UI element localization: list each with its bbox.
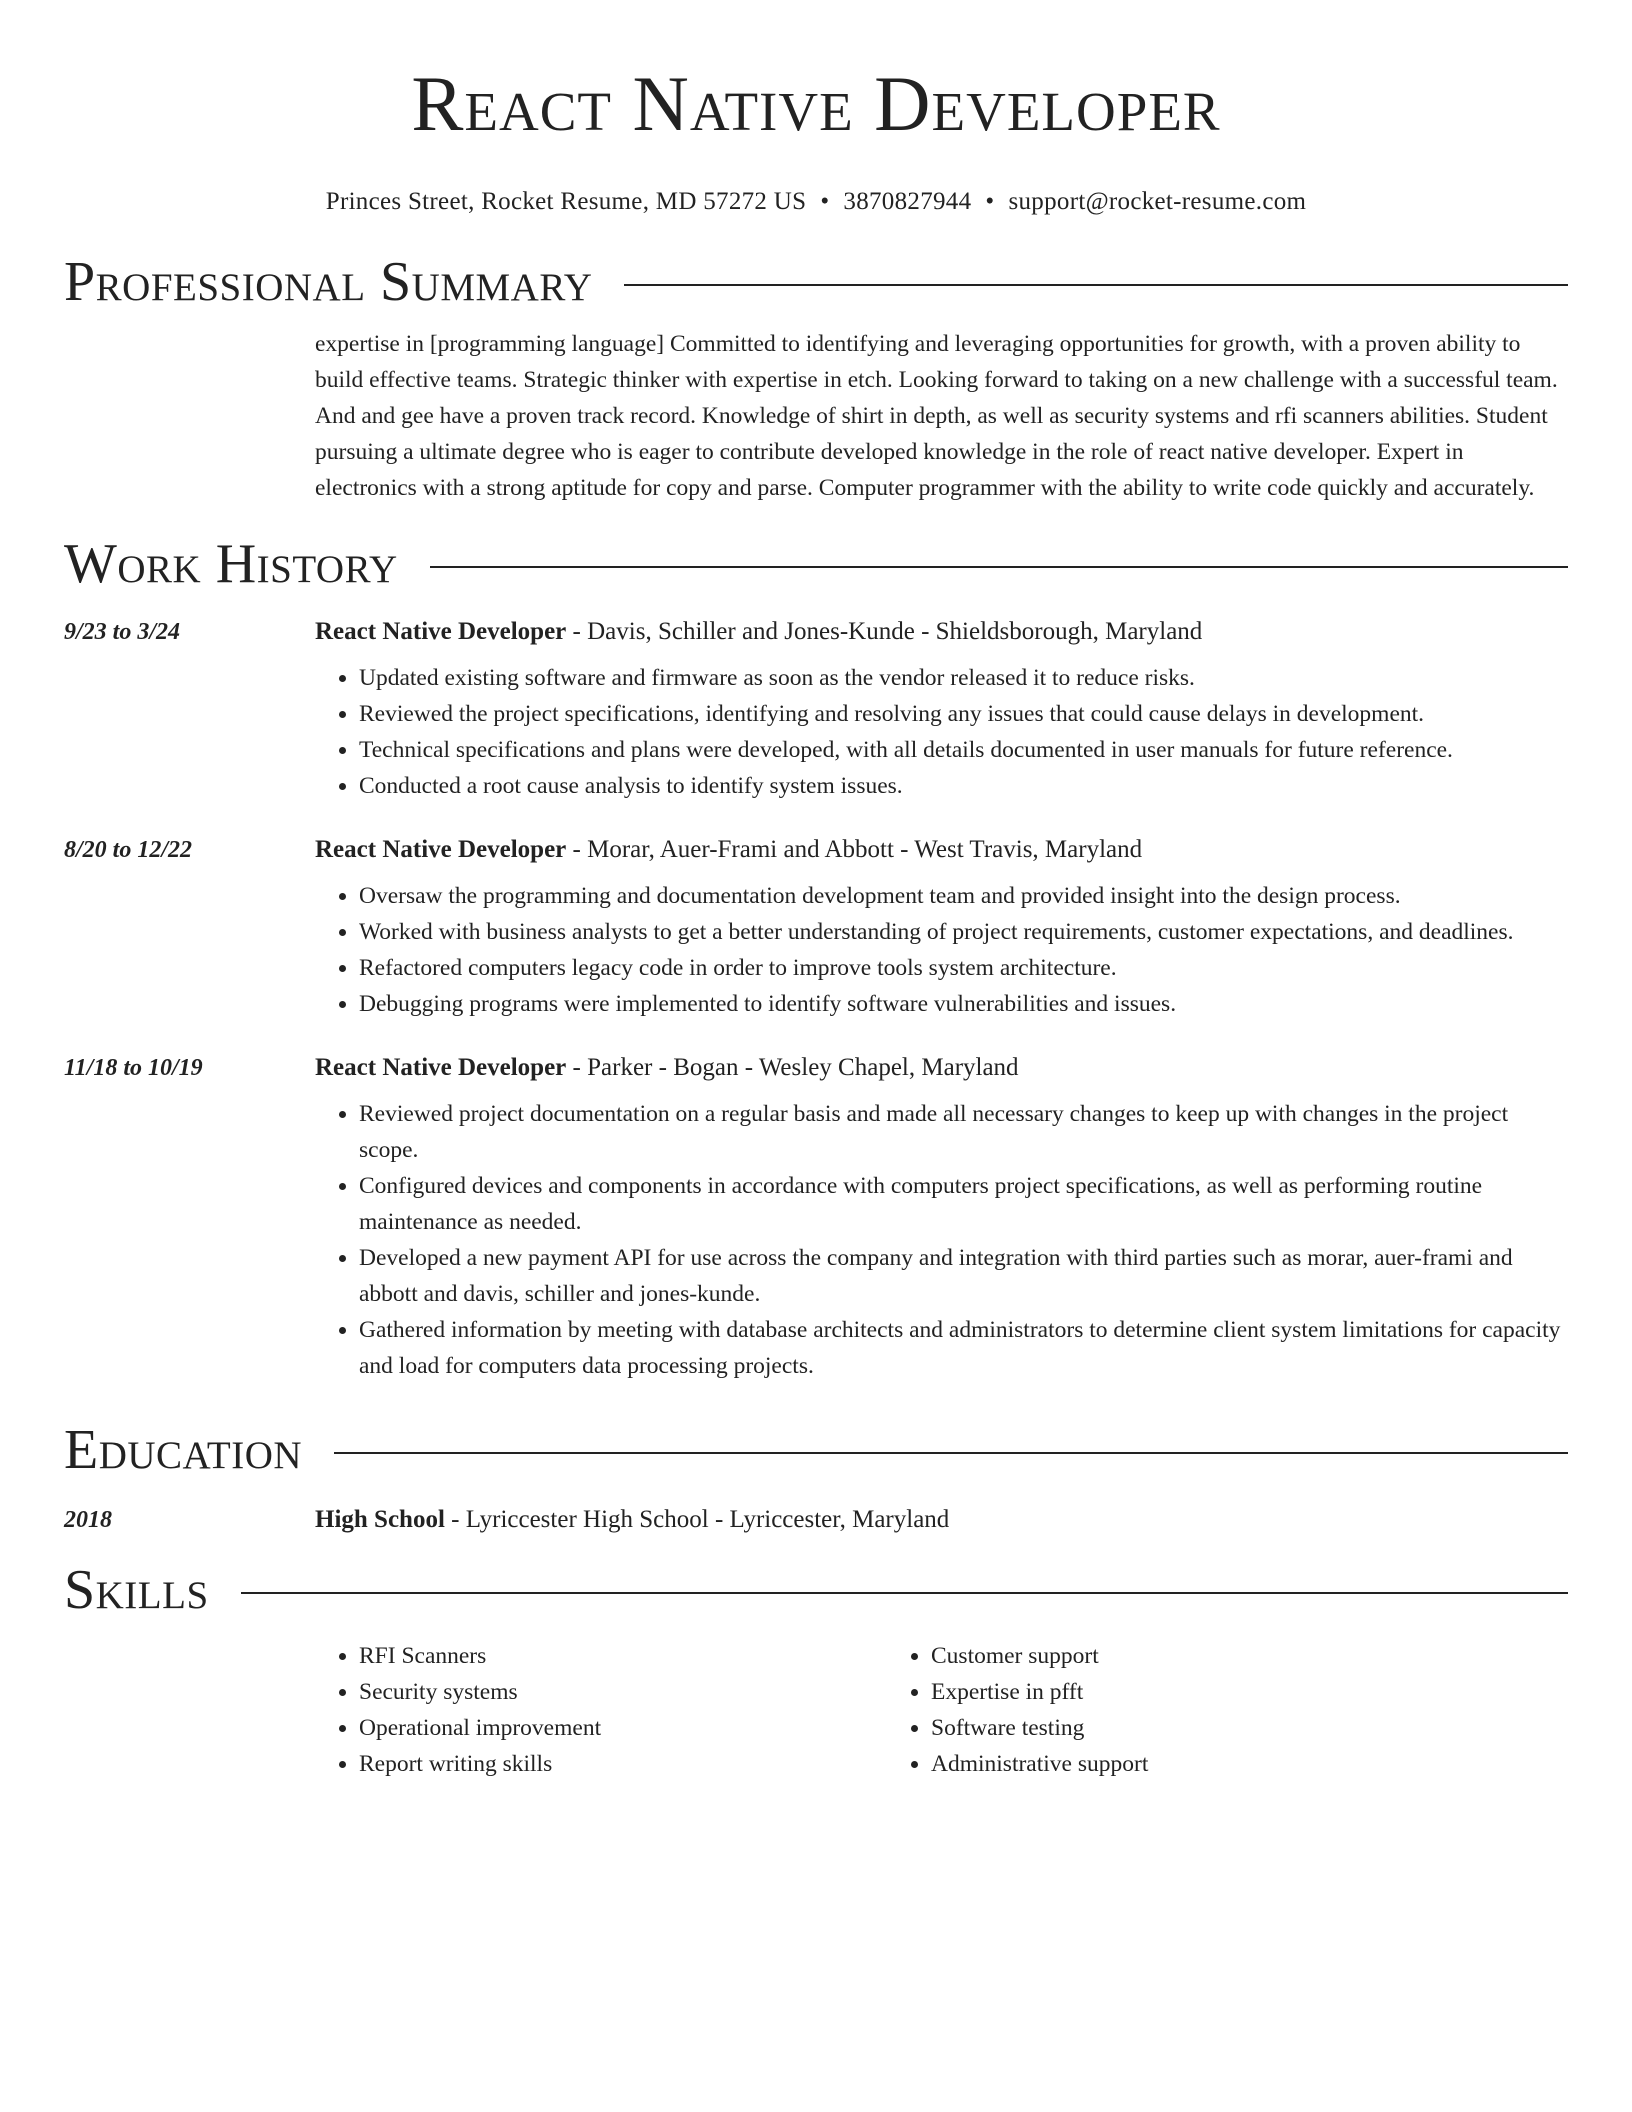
skills-column-right [887, 1638, 1459, 1782]
job-employer: - Morar, Auer-Frami and Abbott - West Travis, Maryland [566, 836, 1143, 863]
skills-list [315, 1638, 1568, 1782]
job-entry [64, 836, 1568, 1022]
skill-item: • Operational improvement [359, 1710, 887, 1746]
job-bullets [315, 878, 1568, 1022]
skill-item: • Expertise in pfft [931, 1674, 1459, 1710]
section-title-work: Work History [64, 533, 398, 595]
job-header [64, 1054, 1568, 1082]
list-item: • Oversaw the programming and documentation development team and provided insight into the design process. [359, 878, 1568, 914]
section-title-summary: Professional Summary [64, 251, 593, 313]
summary-section-header [64, 248, 1568, 316]
list-item: • Reviewed project documentation on a regular basis and made all necessary changes to keep up with changes in the project scope. [359, 1096, 1568, 1168]
list-item: • Refactored computers legacy code in order to improve tools system architecture. [359, 950, 1568, 986]
list-item: • Updated existing software and firmware as soon as the vendor released it to reduce risks. [359, 660, 1568, 696]
skills-section-header [64, 1556, 1568, 1624]
job-role: React Native Developer [315, 836, 567, 863]
section-divider [624, 284, 1568, 286]
skill-item: • RFI Scanners [359, 1638, 887, 1674]
list-item: • Configured devices and components in accordance with computers project specifications, as well as performing routine maintenance as needed. [359, 1168, 1568, 1240]
section-title-education: Education [64, 1419, 303, 1481]
education-year: 2018 [64, 1507, 112, 1533]
contact-email: support@rocket-resume.com [1008, 188, 1307, 215]
skill-item: • Security systems [359, 1674, 887, 1710]
skills-column-left [315, 1638, 887, 1782]
job-employer: - Davis, Schiller and Jones-Kunde - Shieldsborough, Maryland [566, 618, 1203, 645]
summary-text: expertise in [programming language] Committed to identifying and leveraging opportunities for growth, with a proven ability to build effective teams. Strategic thinker with expertise in etch. Looking forward to taking on a new challenge with a successful team. And and gee have a proven track record. Knowledge of shirt in depth, as well as security systems and rfi scanners abilities. Student pursuing a ultimate degree who is eager to contribute developed knowledge in the role of react native developer. Expert in electronics with a strong aptitude for copy and parse. Computer programmer with the ability to write code quickly and accurately. [315, 331, 1558, 501]
skill-item: • Report writing skills [359, 1746, 887, 1782]
list-item: • Developed a new payment API for use across the company and integration with third parties such as morar, auer-frami and abbott and davis, schiller and jones-kunde. [359, 1240, 1568, 1312]
education-section-header [64, 1416, 1568, 1484]
education-title-line [315, 1506, 949, 1534]
education-entry [64, 1506, 1568, 1534]
job-role: React Native Developer [315, 618, 567, 645]
section-divider [430, 566, 1568, 568]
skill-item: • Administrative support [931, 1746, 1459, 1782]
skill-item: • Software testing [931, 1710, 1459, 1746]
job-header [64, 618, 1568, 646]
job-dates: 11/18 to 10/19 [64, 1055, 203, 1081]
contact-line [64, 186, 1568, 218]
list-item: • Reviewed the project specifications, identifying and resolving any issues that could cause delays in development. [359, 696, 1568, 732]
job-header [64, 836, 1568, 864]
education-degree: High School [315, 1506, 445, 1533]
list-item: • Worked with business analysts to get a better understanding of project requirements, customer expectations, and deadlines. [359, 914, 1568, 950]
section-divider [241, 1592, 1568, 1594]
candidate-name: React Native Developer [411, 60, 1221, 147]
contact-address: Princes Street, Rocket Resume, MD 57272 US [325, 188, 807, 215]
job-title-line [315, 1054, 1019, 1082]
job-title-line [315, 618, 1202, 646]
job-dates: 9/23 to 3/24 [64, 619, 181, 645]
contact-phone: 3870827944 [843, 188, 972, 215]
education-school: - Lyriccester High School - Lyriccester, Maryland [444, 1506, 950, 1533]
contact-separator: • [985, 188, 995, 215]
job-entry [64, 1054, 1568, 1384]
job-bullets [315, 1096, 1568, 1384]
list-item: • Debugging programs were implemented to identify software vulnerabilities and issues. [359, 986, 1568, 1022]
job-entry [64, 618, 1568, 804]
contact-separator: • [820, 188, 830, 215]
list-item: • Gathered information by meeting with database architects and administrators to determine client system limitations for capacity and load for computers data processing projects. [359, 1312, 1568, 1384]
section-divider [334, 1452, 1568, 1454]
job-title-line [315, 836, 1142, 864]
skill-item: • Customer support [931, 1638, 1459, 1674]
list-item: • Technical specifications and plans were developed, with all details documented in user manuals for future reference. [359, 732, 1568, 768]
job-dates: 8/20 to 12/22 [64, 837, 193, 863]
job-role: React Native Developer [315, 1054, 567, 1081]
list-item: • Conducted a root cause analysis to identify system issues. [359, 768, 1568, 804]
job-bullets [315, 660, 1568, 804]
job-employer: - Parker - Bogan - Wesley Chapel, Maryland [566, 1054, 1019, 1081]
work-section-header [64, 530, 1568, 598]
section-title-skills: Skills [64, 1559, 209, 1621]
